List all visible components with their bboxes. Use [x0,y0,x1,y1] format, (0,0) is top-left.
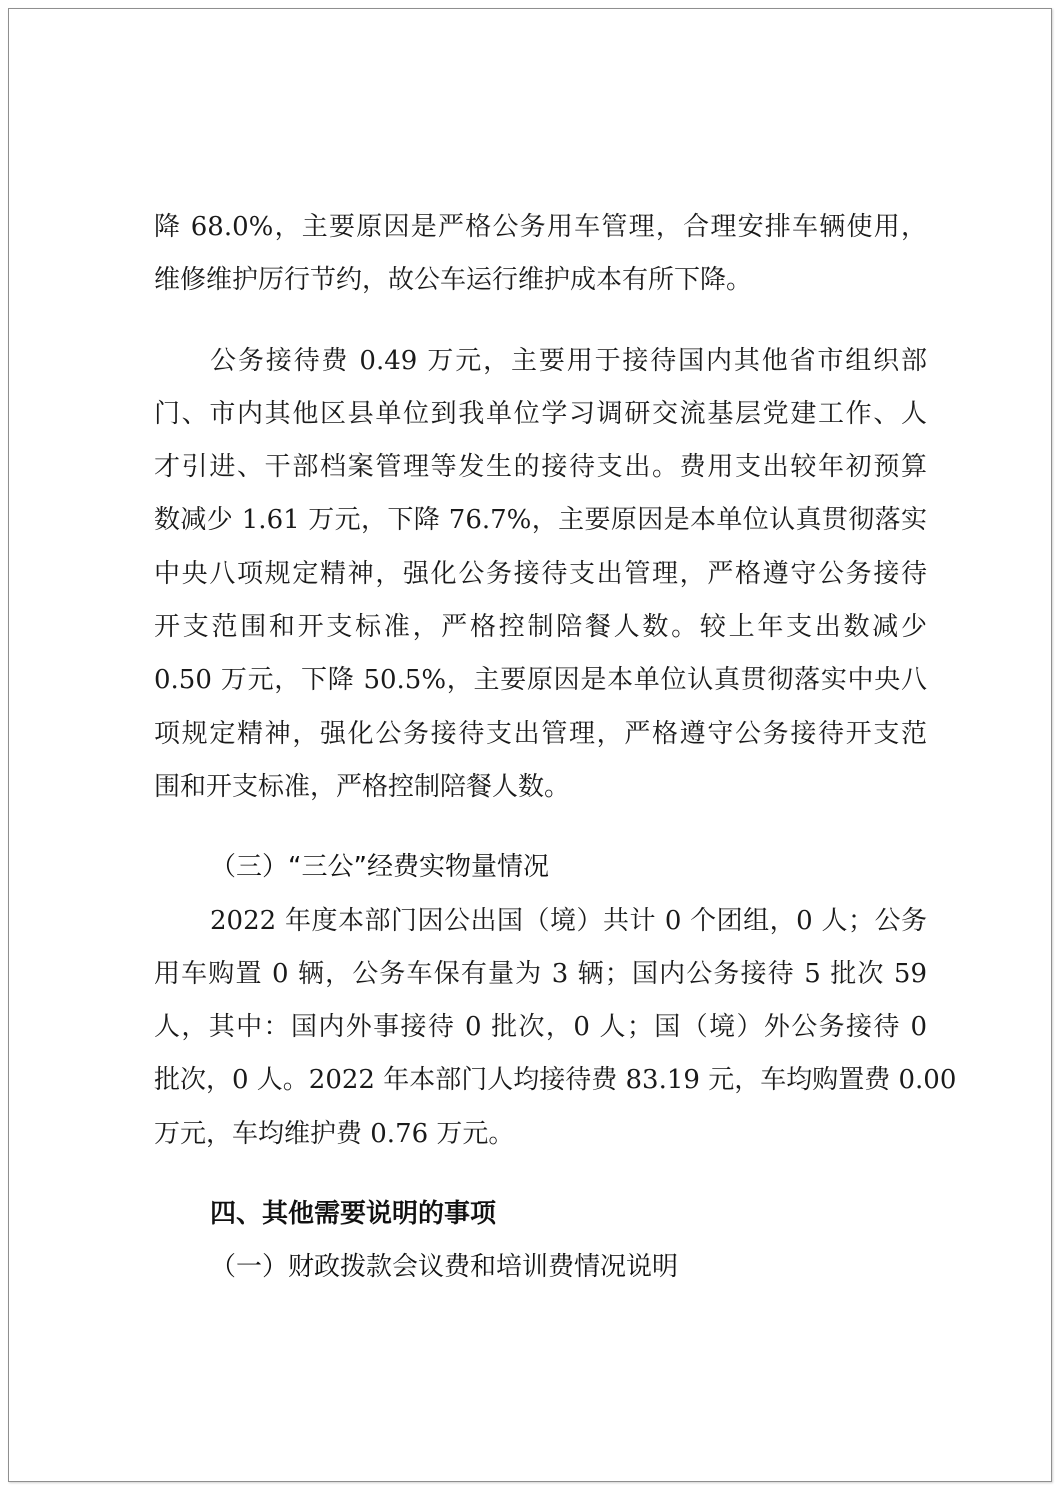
text-line: 万元，车均维护费 0.76 万元。 [154,1118,515,1149]
text-line: 公务接待费 0.49 万元，主要用于接待国内其他省市组织部 [210,345,927,376]
text-line: 人，其中：国内外事接待 0 批次，0 人；国（境）外公务接待 0 [154,1012,927,1043]
paragraph-official-reception [154,335,927,815]
text-line: 降 68.0%，主要原因是严格公务用车管理，合理安排车辆使用， [154,212,927,242]
text-line: 批次，0 人。2022 年本部门人均接待费 83.19 元，车均购置费 0.00 [154,1065,957,1096]
text-line: 维修维护厉行节约，故公车运行维护成本有所下降。 [154,265,753,296]
paragraph-physical-quantities [154,895,957,1161]
document-body [154,201,957,1295]
section-four-heading: 四、其他需要说明的事项 [210,1199,497,1230]
paragraph-gap [154,1161,927,1188]
text-line: 数减少 1.61 万元，下降 76.7%，主要原因是本单位认真贯彻落实 [154,505,927,536]
text-line: 中央八项规定精神，强化公务接待支出管理，严格遵守公务接待 [154,558,927,589]
text-line: 才引进、干部档案管理等发生的接待支出。费用支出较年初预算 [154,452,927,483]
paragraph-vehicle-maintenance-continued [154,201,927,308]
text-line: 项规定精神，强化公务接待支出管理，严格遵守公务接待开支范 [154,718,927,749]
text-line: 2022 年度本部门因公出国（境）共计 0 个团组，0 人；公务 [210,905,927,936]
text-line: 开支范围和开支标准，严格控制陪餐人数。较上年支出数减少 [154,612,927,643]
document-page [8,8,1052,1482]
text-line: 门、市内其他区县单位到我单位学习调研交流基层党建工作、人 [154,398,927,429]
section-three-heading: （三）“三公”经费实物量情况 [210,852,549,883]
text-line: 围和开支标准，严格控制陪餐人数。 [154,771,571,802]
text-line: 0.50 万元，下降 50.5%，主要原因是本单位认真贯彻落实中央八 [154,665,927,696]
paragraph-gap [154,308,927,335]
subsection-one-heading: （一）财政拨款会议费和培训费情况说明 [210,1252,679,1283]
paragraph-gap [154,814,927,841]
text-line: 用车购置 0 辆，公务车保有量为 3 辆；国内公务接待 5 批次 59 [154,958,927,989]
